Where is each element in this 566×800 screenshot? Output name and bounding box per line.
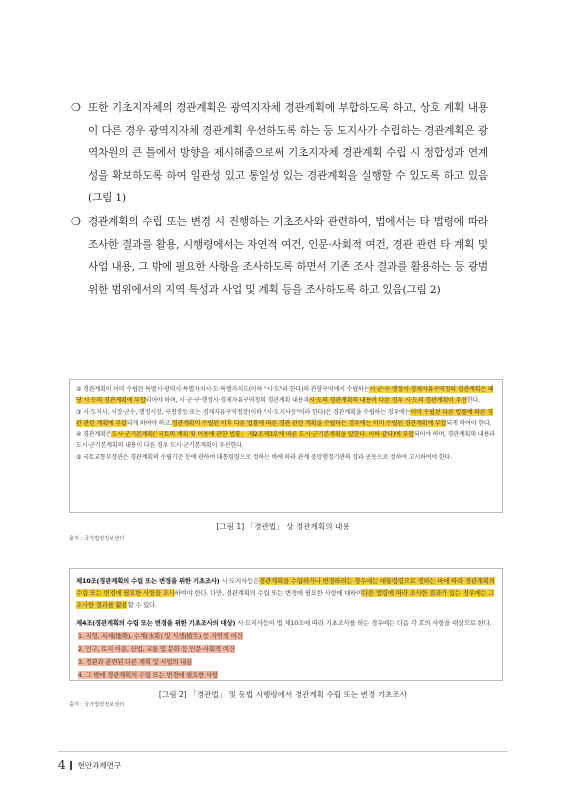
highlight: 이미 수립된 다른 법률에 따른 경관 관련 계획에 부합 bbox=[76, 408, 493, 427]
bullet-text: 경관계획의 수립 또는 변경 시 진행하는 기초조사와 관련하여, 법에서는 타 법령에 따라 조사한 결과를 활용, 시행령에서는 자연적 여건, 인문·사회적 여건, 경관 관련 타 계획 및 사업 내용, 그 밖에 필요한 사항을 조사하도록 하면서 기존 조사 결과를 활용하는 등 광범위한 범위에서의 지역 특성과 사업 및 계획 등을 조사하도록 하고 있음(그림 2) bbox=[88, 216, 488, 296]
figure-2-source: 출처 : 국가법령정보센터 bbox=[69, 702, 125, 708]
law-clause: ④ 경관계획은도시·군기본계획(「국토의 계획 및 이용에 관한 법률」 제2조제3호에 따른 도시·군기본계획을 말한다. 이하 같다)에 부합되어야 하며, 경관계획의 내용과 도시·군기본계획의 내용이 다른 경우 도시·군기본계획이 우선한다. bbox=[76, 431, 495, 450]
footer-divider bbox=[58, 751, 508, 752]
bullet-circle-icon: ❍ bbox=[71, 215, 81, 228]
figure-2-caption: [그림 2] 「경관법」 및 동법 시행령에서 경관계획 수립 또는 변경 기초조사 bbox=[158, 690, 408, 699]
figure-1-source: 출처 : 국가법령정보센터 bbox=[69, 536, 125, 542]
highlight: 시·군·구·행정시·경제자유구역청의 경관계획은 해당 시·도의 경관계획에 부합 bbox=[76, 386, 494, 405]
law-clause: ③ 시·도지사, 시장·군수, 행정시장, 구청장등 또는 경제자유구역청장(이하 "시·도지사등"이라 한다)은 경관계획을 수립하는 경우에는이미 수립된 다른 법률에 따른 경관 관련 계획에 부합되게 하여야 하고,경관계획이 수립된 이후 다른 법률에 따른 경관 관련 계획을 수립하는 경우에는 이미 수립된 경관계획에 부합되게 하여야 한다. bbox=[76, 408, 493, 427]
decree-item: 1. 지형, 지세(地勢), 수계(水系) 및 식생(植生) 등 자연적 여건 bbox=[78, 631, 243, 640]
figure-2-law-excerpt bbox=[69, 568, 503, 681]
decree-item: 2. 인구, 토지 이용, 산업, 교통 및 문화 등 인문·사회적 여건 bbox=[78, 645, 235, 654]
decree-article: 제4조(경관계획의 수립 또는 변경을 위한 기초조사의 대상) 시·도지사등이 법 제10조에 따라 기초조사를 하는 경우에는 다음 각 호의 사항을 대상으로 한다. bbox=[76, 618, 492, 627]
decree-item: 4. 그 밖에 경관계획의 수립 또는 변경에 필요한 사항 bbox=[78, 671, 218, 680]
highlight: 도시·군기본계획(「국토의 계획 및 이용에 관한 법률」 제2조제3호에 따른 도시·군기본계획을 말한다. 이하 같다)에 부합 bbox=[111, 431, 414, 439]
highlight: 경관계획을 수립하거나 변경하려는 경우에는 대통령령으로 정하는 바에 따라 경관계획의 수립 또는 변경에 필요한 사항을 조사 bbox=[76, 577, 495, 598]
highlight: 시·도의 경관계획의 내용이 다른 경우 시·도의 경관계획이 우선 bbox=[309, 397, 467, 405]
figure-1-law-excerpt bbox=[69, 379, 503, 513]
page-footer bbox=[58, 758, 121, 772]
footer-title: 현안과제연구 bbox=[77, 760, 122, 770]
law-article: 제10조(경관계획의 수립 또는 변경을 위한 기초조사) 시·도지사등은경관계획을 수립하거나 변경하려는 경우에는 대통령령으로 정하는 바에 따라 경관계획의 수립 또는 변경에 필요한 사항을 조사하여야 한다. 다만, 경관계획의 수립 또는 변경에 필요한 사항에 대하여다른 법령에 따라 조사한 결과가 있는 경우에는 그 조사한 결과를 활용할 수 있다. bbox=[76, 577, 495, 610]
highlight: 경관계획이 수립된 이후 다른 법률에 따른 경관 관련 계획을 수립하는 경우에는 이미 수립된 경관계획에 부합 bbox=[171, 419, 447, 427]
bullet-circle-icon: ❍ bbox=[71, 101, 81, 114]
law-clause: ⑤ 국토교통부장관은 경관계획의 수립기준 등에 관하여 대통령령으로 정하는 바에 따라 관계 중앙행정기관의 장과 공동으로 정하여 고시하여야 한다. bbox=[76, 453, 452, 461]
bullet-text: 또한 기초지자체의 경관계획은 광역지자체 경관계획에 부합하도록 하고, 상호 계획 내용이 다른 경우 광역지자체 경관계획 우선하도록 하는 등 도지사가 수립하는 경관계획은 광역차원의 큰 틀에서 방향을 제시해줌으로써 기초지자체 경관계획 수립 시 정합성과 연계성을 확보하도록 하여 일관성 있고 통일성 있는 경관계획을 실행할 수 있도록 하고 있음(그림 1) bbox=[88, 102, 488, 205]
page-number: 4 bbox=[58, 758, 66, 772]
footer-separator bbox=[70, 761, 72, 770]
bullet-paragraph bbox=[71, 211, 488, 301]
figure-1-caption: [그림 1] 「경관법」 상 경관계획의 내용 bbox=[216, 522, 350, 531]
highlight: 다른 법령에 따라 조사한 결과가 있는 경우에는 그 조사한 결과를 활용 bbox=[76, 589, 495, 610]
law-clause: ② 경관계획이 이미 수립된 특별시·광역시·특별자치시·도·특별자치도(이하 "시·도"라 한다)의 관할구역에서 수립하는시·군·구·행정시·경제자유구역청의 경관계획은 해당 시·도의 경관계획에 부합되어야 하며, 시·군·구·행정시·경제자유구역청의 경관계획 내용과시·도의 경관계획의 내용이 다른 경우 시·도의 경관계획이 우선한다. bbox=[76, 386, 494, 405]
decree-item: 3. 경관과 관련된 다른 계획 및 사업의 내용 bbox=[78, 658, 193, 667]
bullet-paragraph bbox=[71, 97, 488, 210]
